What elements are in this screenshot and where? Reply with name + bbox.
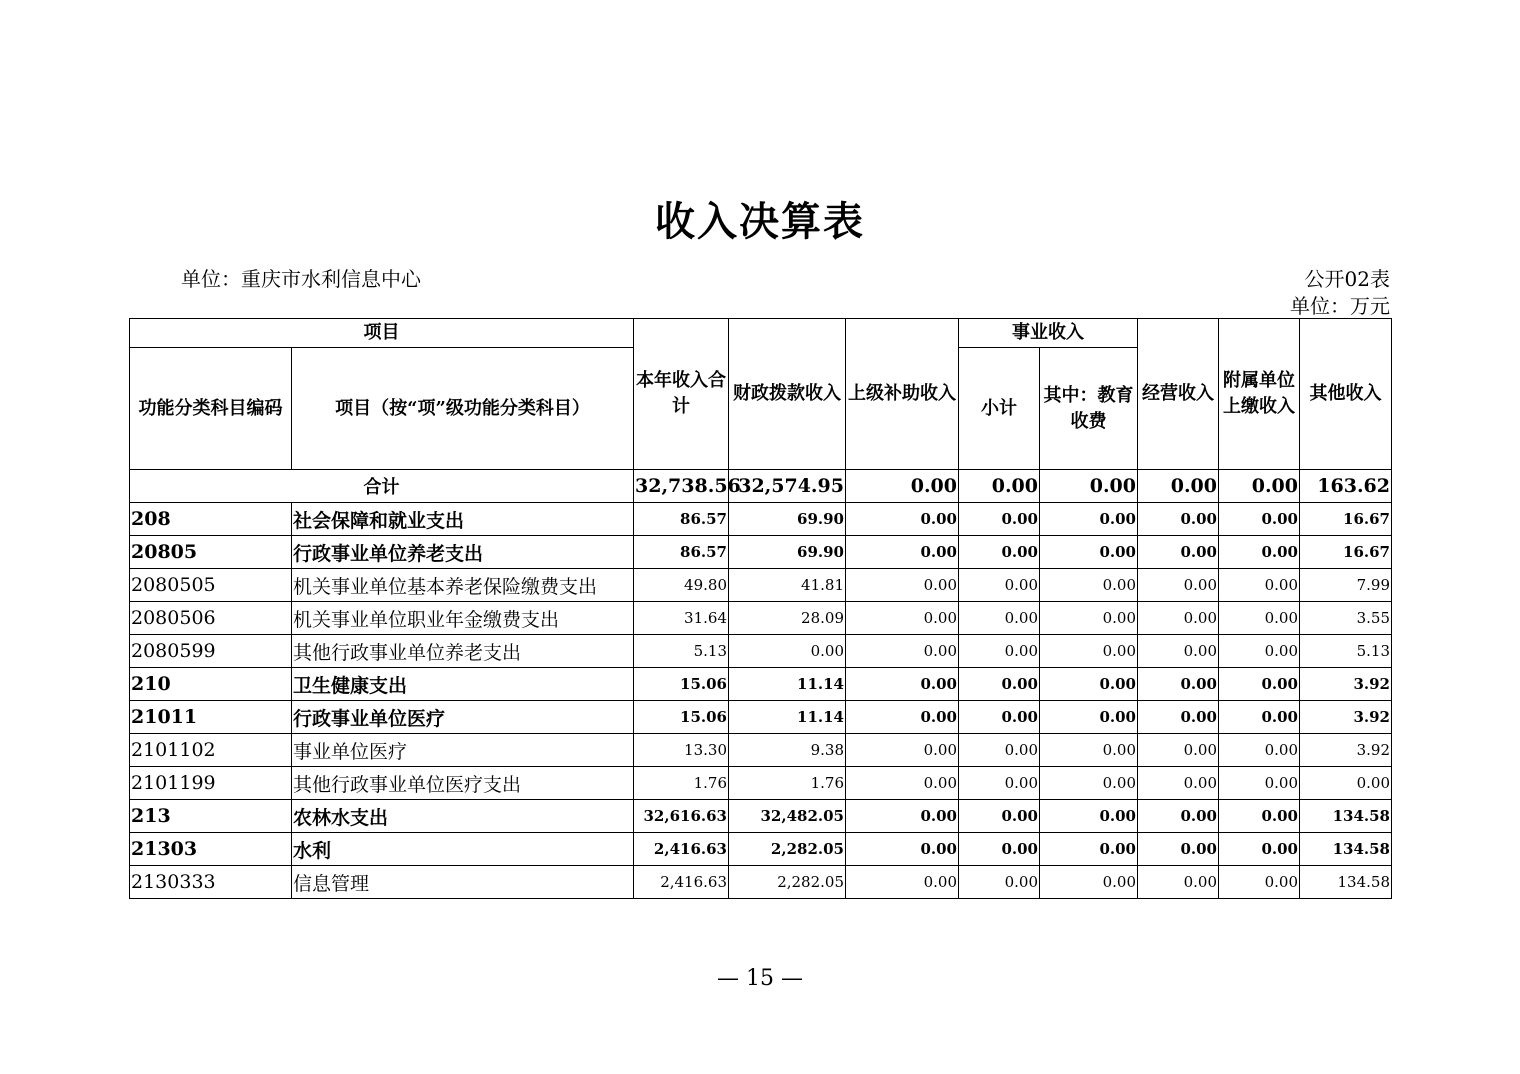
row-total-income: 15.06	[634, 668, 729, 701]
row-superior: 0.00	[846, 536, 959, 569]
currency-unit: 单位：万元	[1290, 294, 1390, 318]
header-superior: 上级补助收入	[846, 319, 959, 470]
page-number: — 15 —	[717, 966, 803, 991]
row-name: 信息管理	[292, 866, 634, 899]
row-code: 213	[130, 800, 292, 833]
row-education: 0.00	[1040, 602, 1138, 635]
row-code: 2101199	[130, 767, 292, 800]
table-row	[130, 734, 1392, 767]
row-total-income: 15.06	[634, 701, 729, 734]
row-fiscal: 0.00	[729, 635, 846, 668]
row-total-income: 2,416.63	[634, 833, 729, 866]
row-affiliated: 0.00	[1219, 569, 1300, 602]
table-row	[130, 503, 1392, 536]
table-row	[130, 833, 1392, 866]
row-code: 2080599	[130, 635, 292, 668]
row-name: 机关事业单位基本养老保险缴费支出	[292, 569, 634, 602]
row-fiscal: 2,282.05	[729, 833, 846, 866]
row-subtotal: 0.00	[959, 767, 1040, 800]
row-affiliated: 0.00	[1219, 833, 1300, 866]
row-affiliated: 0.00	[1219, 536, 1300, 569]
row-operating: 0.00	[1138, 767, 1219, 800]
totals-row	[130, 470, 1392, 503]
totals-affiliated: 0.00	[1219, 470, 1300, 503]
totals-education: 0.00	[1040, 470, 1138, 503]
row-name: 其他行政事业单位医疗支出	[292, 767, 634, 800]
row-superior: 0.00	[846, 668, 959, 701]
row-other: 0.00	[1300, 767, 1392, 800]
row-subtotal: 0.00	[959, 602, 1040, 635]
table-row	[130, 602, 1392, 635]
row-other: 16.67	[1300, 503, 1392, 536]
row-total-income: 31.64	[634, 602, 729, 635]
row-education: 0.00	[1040, 866, 1138, 899]
row-code: 208	[130, 503, 292, 536]
row-subtotal: 0.00	[959, 503, 1040, 536]
row-total-income: 86.57	[634, 536, 729, 569]
row-affiliated: 0.00	[1219, 800, 1300, 833]
row-superior: 0.00	[846, 866, 959, 899]
row-superior: 0.00	[846, 503, 959, 536]
row-subtotal: 0.00	[959, 635, 1040, 668]
row-education: 0.00	[1040, 800, 1138, 833]
row-affiliated: 0.00	[1219, 701, 1300, 734]
row-subtotal: 0.00	[959, 866, 1040, 899]
row-subtotal: 0.00	[959, 668, 1040, 701]
row-operating: 0.00	[1138, 734, 1219, 767]
row-name: 卫生健康支出	[292, 668, 634, 701]
row-other: 3.92	[1300, 701, 1392, 734]
table-row	[130, 800, 1392, 833]
row-superior: 0.00	[846, 833, 959, 866]
row-operating: 0.00	[1138, 866, 1219, 899]
row-other: 3.92	[1300, 734, 1392, 767]
row-other: 16.67	[1300, 536, 1392, 569]
header-code: 功能分类科目编码	[130, 348, 292, 470]
row-affiliated: 0.00	[1219, 635, 1300, 668]
row-superior: 0.00	[846, 569, 959, 602]
row-affiliated: 0.00	[1219, 734, 1300, 767]
row-affiliated: 0.00	[1219, 866, 1300, 899]
table-row	[130, 536, 1392, 569]
totals-superior: 0.00	[846, 470, 959, 503]
row-superior: 0.00	[846, 602, 959, 635]
row-education: 0.00	[1040, 569, 1138, 602]
row-affiliated: 0.00	[1219, 602, 1300, 635]
totals-operating: 0.00	[1138, 470, 1219, 503]
row-superior: 0.00	[846, 635, 959, 668]
row-total-income: 2,416.63	[634, 866, 729, 899]
table-row	[130, 668, 1392, 701]
row-other: 5.13	[1300, 635, 1392, 668]
row-code: 2130333	[130, 866, 292, 899]
row-name: 事业单位医疗	[292, 734, 634, 767]
row-fiscal: 9.38	[729, 734, 846, 767]
row-fiscal: 69.90	[729, 536, 846, 569]
row-name: 行政事业单位医疗	[292, 701, 634, 734]
row-education: 0.00	[1040, 767, 1138, 800]
row-fiscal: 41.81	[729, 569, 846, 602]
header-subtotal: 小计	[959, 348, 1040, 470]
table-row	[130, 767, 1392, 800]
header-education: 其中：教育收费	[1040, 348, 1138, 470]
row-subtotal: 0.00	[959, 800, 1040, 833]
row-code: 2101102	[130, 734, 292, 767]
totals-fiscal: 32,574.95	[729, 470, 846, 503]
row-superior: 0.00	[846, 734, 959, 767]
row-code: 21303	[130, 833, 292, 866]
header-affiliated: 附属单位上缴收入	[1219, 319, 1300, 470]
table-row	[130, 569, 1392, 602]
row-education: 0.00	[1040, 536, 1138, 569]
row-education: 0.00	[1040, 833, 1138, 866]
row-subtotal: 0.00	[959, 536, 1040, 569]
row-education: 0.00	[1040, 701, 1138, 734]
row-other: 3.55	[1300, 602, 1392, 635]
row-fiscal: 69.90	[729, 503, 846, 536]
row-fiscal: 11.14	[729, 701, 846, 734]
row-total-income: 1.76	[634, 767, 729, 800]
row-other: 7.99	[1300, 569, 1392, 602]
totals-subtotal: 0.00	[959, 470, 1040, 503]
totals-other: 163.62	[1300, 470, 1392, 503]
unit-name: 单位：重庆市水利信息中心	[181, 267, 421, 291]
row-subtotal: 0.00	[959, 833, 1040, 866]
row-operating: 0.00	[1138, 701, 1219, 734]
header-project: 项目	[130, 319, 634, 348]
row-superior: 0.00	[846, 701, 959, 734]
row-total-income: 86.57	[634, 503, 729, 536]
row-fiscal: 32,482.05	[729, 800, 846, 833]
row-other: 134.58	[1300, 833, 1392, 866]
row-code: 210	[130, 668, 292, 701]
row-operating: 0.00	[1138, 833, 1219, 866]
row-fiscal: 28.09	[729, 602, 846, 635]
header-operating: 经营收入	[1138, 319, 1219, 470]
row-education: 0.00	[1040, 734, 1138, 767]
row-operating: 0.00	[1138, 668, 1219, 701]
row-affiliated: 0.00	[1219, 767, 1300, 800]
row-code: 2080505	[130, 569, 292, 602]
row-name: 行政事业单位养老支出	[292, 536, 634, 569]
header-total-income: 本年收入合计	[634, 319, 729, 470]
income-report-table	[129, 318, 1392, 899]
row-fiscal: 11.14	[729, 668, 846, 701]
row-affiliated: 0.00	[1219, 503, 1300, 536]
row-education: 0.00	[1040, 668, 1138, 701]
row-name: 其他行政事业单位养老支出	[292, 635, 634, 668]
row-operating: 0.00	[1138, 800, 1219, 833]
row-operating: 0.00	[1138, 536, 1219, 569]
header-name: 项目（按“项”级功能分类科目）	[292, 348, 634, 470]
row-total-income: 32,616.63	[634, 800, 729, 833]
row-superior: 0.00	[846, 767, 959, 800]
row-total-income: 5.13	[634, 635, 729, 668]
page-title: 收入决算表	[655, 198, 865, 245]
row-name: 水利	[292, 833, 634, 866]
table-row	[130, 635, 1392, 668]
row-education: 0.00	[1040, 503, 1138, 536]
row-operating: 0.00	[1138, 569, 1219, 602]
row-affiliated: 0.00	[1219, 668, 1300, 701]
form-number: 公开02表	[1304, 267, 1390, 291]
row-total-income: 13.30	[634, 734, 729, 767]
row-education: 0.00	[1040, 635, 1138, 668]
row-fiscal: 2,282.05	[729, 866, 846, 899]
row-subtotal: 0.00	[959, 734, 1040, 767]
row-operating: 0.00	[1138, 503, 1219, 536]
header-other: 其他收入	[1300, 319, 1392, 470]
header-fiscal: 财政拨款收入	[729, 319, 846, 470]
row-name: 社会保障和就业支出	[292, 503, 634, 536]
row-superior: 0.00	[846, 800, 959, 833]
table-row	[130, 866, 1392, 899]
row-fiscal: 1.76	[729, 767, 846, 800]
table-row	[130, 701, 1392, 734]
row-code: 21011	[130, 701, 292, 734]
row-other: 3.92	[1300, 668, 1392, 701]
row-other: 134.58	[1300, 866, 1392, 899]
totals-label: 合计	[130, 470, 634, 503]
row-code: 20805	[130, 536, 292, 569]
header-business-group: 事业收入	[959, 319, 1138, 348]
totals-total-income: 32,738.56	[634, 470, 729, 503]
row-subtotal: 0.00	[959, 701, 1040, 734]
row-operating: 0.00	[1138, 602, 1219, 635]
row-code: 2080506	[130, 602, 292, 635]
row-name: 机关事业单位职业年金缴费支出	[292, 602, 634, 635]
row-operating: 0.00	[1138, 635, 1219, 668]
row-other: 134.58	[1300, 800, 1392, 833]
row-subtotal: 0.00	[959, 569, 1040, 602]
row-name: 农林水支出	[292, 800, 634, 833]
row-total-income: 49.80	[634, 569, 729, 602]
